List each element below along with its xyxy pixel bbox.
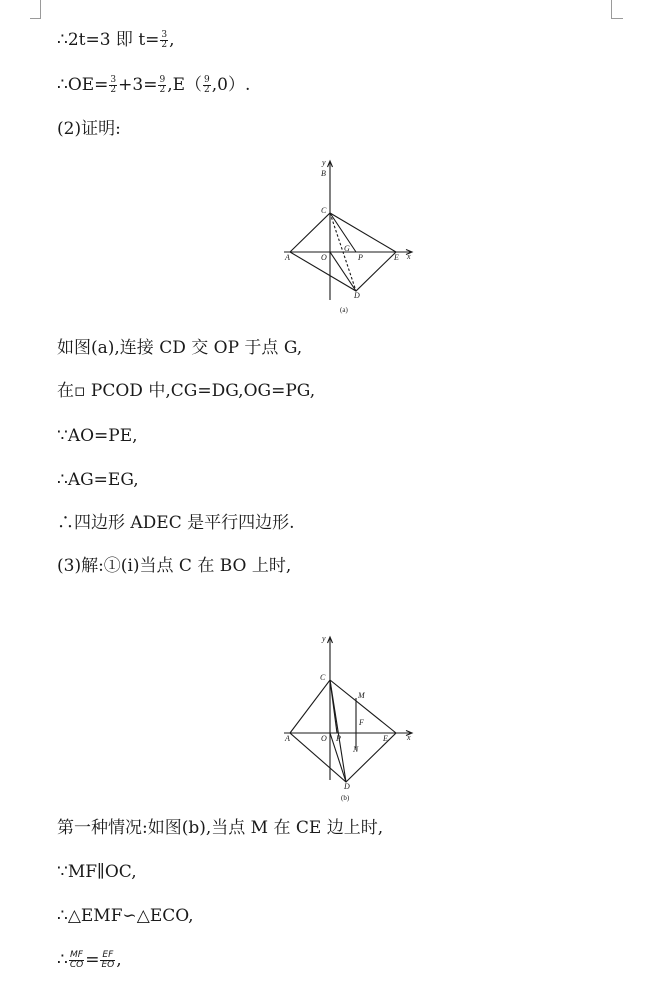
- label-x: x: [407, 733, 411, 742]
- line-2-text-c: ,E（: [167, 75, 203, 95]
- label-e: E: [394, 253, 399, 262]
- line-2-text: ∴OE=: [57, 75, 109, 95]
- fraction-numerator: 9: [159, 75, 166, 85]
- text-line-4: 如图(a),连接 CD 交 OP 于点 G,: [57, 338, 303, 358]
- line-2-text-d: ,0）.: [211, 75, 251, 95]
- line-1-tail: ,: [169, 30, 175, 50]
- label-y: y: [322, 158, 326, 167]
- label-g: G: [344, 244, 350, 253]
- label-d: D: [344, 782, 350, 791]
- segment-cd: [330, 680, 346, 782]
- text-line-10: 第一种情况:如图(b),当点 M 在 CE 边上时,: [57, 818, 384, 838]
- label-o: O: [321, 253, 327, 262]
- label-a: A: [285, 253, 290, 262]
- text-line-2: [57, 74, 250, 96]
- line-2-text-b: +3=: [118, 75, 158, 95]
- text-line-9: (3)解:①(ⅰ)当点 C 在 BO 上时,: [57, 556, 292, 576]
- segment-od: [330, 252, 356, 291]
- segment-pc: [330, 213, 356, 252]
- crop-mark-left-horizontal: [30, 18, 41, 19]
- text-line-7: ∴AG=EG,: [57, 470, 139, 490]
- fraction-denominator: 2: [110, 85, 117, 95]
- fraction: [100, 951, 115, 970]
- line-13-tail: ,: [116, 950, 122, 970]
- label-p: P: [336, 734, 341, 743]
- label-y: y: [322, 634, 326, 643]
- line-13-text-b: =: [85, 950, 100, 970]
- text-line-1: [57, 29, 175, 51]
- text-line-13: [57, 949, 122, 971]
- figure-b: [280, 630, 420, 810]
- fraction-numerator: 3: [161, 30, 168, 40]
- fraction: [203, 76, 211, 95]
- fraction-denominator: CO: [69, 960, 84, 970]
- fraction: [109, 76, 117, 95]
- text-line-8: ∴四边形 ADEC 是平行四边形.: [57, 513, 295, 533]
- label-n: N: [353, 745, 359, 754]
- fraction: [160, 31, 168, 50]
- figure-b-caption: (b): [341, 794, 350, 802]
- line-1-text: ∴2t=3 即 t=: [57, 30, 160, 50]
- figure-a-caption: (a): [340, 306, 348, 314]
- label-x: x: [407, 252, 411, 261]
- label-e: E: [383, 734, 388, 743]
- label-a: A: [285, 734, 290, 743]
- fraction-denominator: 2: [159, 85, 166, 95]
- crop-mark-left-vertical: [40, 0, 41, 18]
- text-line-11: ∵MF∥OC,: [57, 862, 137, 882]
- fraction-numerator: 3: [110, 75, 117, 85]
- fraction-numerator: EF: [102, 950, 114, 960]
- fraction-denominator: EO: [101, 960, 115, 970]
- fraction-denominator: 2: [204, 85, 210, 95]
- label-c: C: [321, 206, 327, 215]
- label-o: O: [321, 734, 327, 743]
- label-m: M: [358, 691, 365, 700]
- text-line-5: 在▫ PCOD 中,CG=DG,OG=PG,: [57, 381, 316, 401]
- fraction-numerator: 9: [204, 75, 210, 85]
- label-p: P: [358, 253, 363, 262]
- label-f: F: [359, 718, 364, 727]
- text-line-3: (2)证明:: [57, 119, 121, 139]
- text-line-12: ∴△EMF∽△ECO,: [57, 906, 194, 926]
- fraction: [69, 951, 84, 970]
- figure-a: [280, 156, 420, 316]
- crop-mark-right-vertical: [611, 0, 612, 18]
- label-c: C: [320, 673, 326, 682]
- fraction-numerator: MF: [70, 950, 83, 960]
- parallelogram-adec: [290, 680, 396, 782]
- fraction: [158, 76, 166, 95]
- crop-mark-right-horizontal: [611, 18, 623, 19]
- fraction-denominator: 2: [161, 40, 168, 50]
- line-13-text: ∴: [57, 950, 68, 970]
- text-line-6: ∵AO=PE,: [57, 426, 138, 446]
- label-b: B: [321, 169, 326, 178]
- label-d: D: [354, 291, 360, 300]
